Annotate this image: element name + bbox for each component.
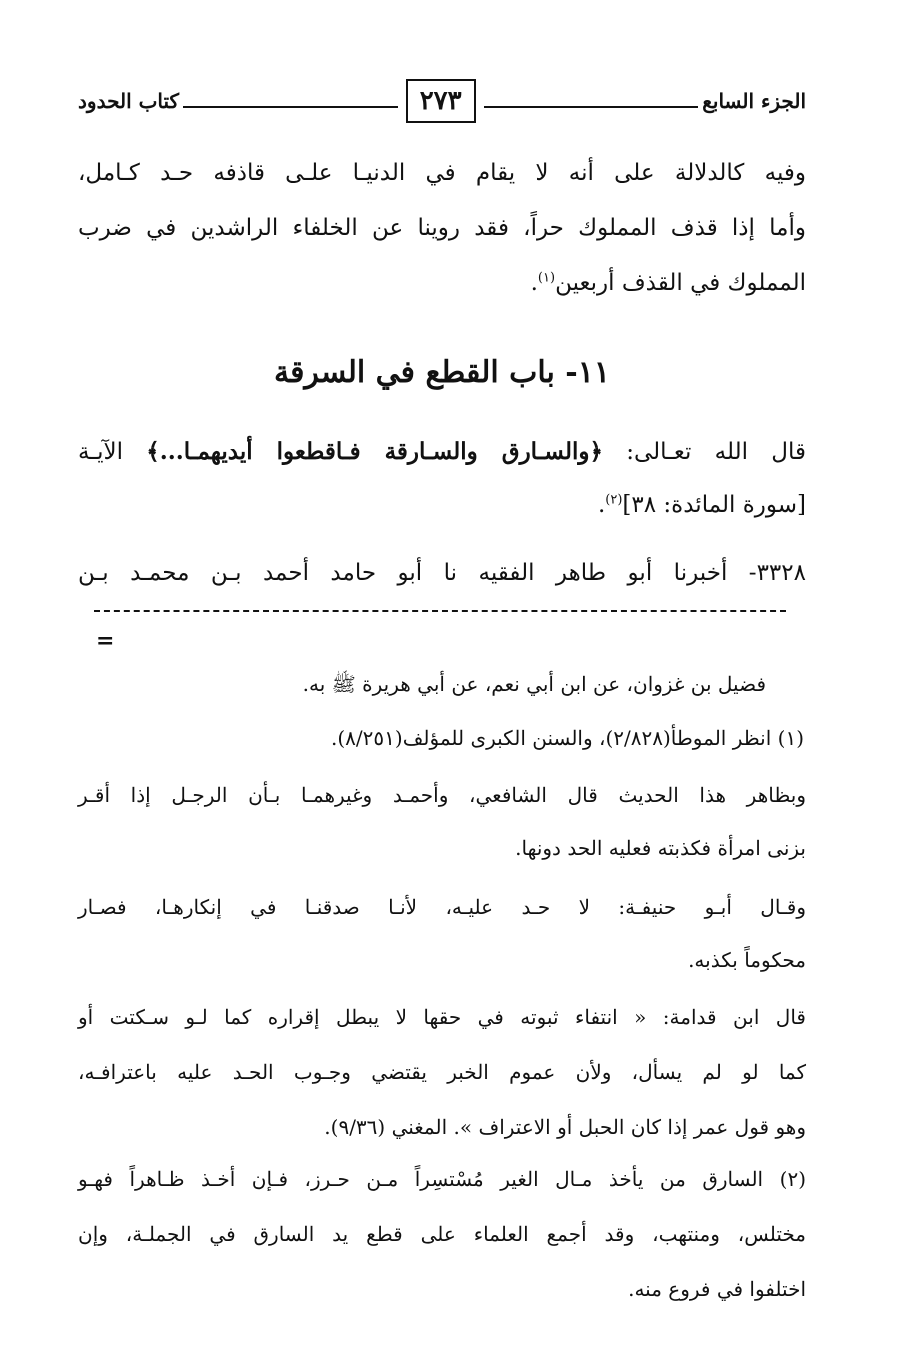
body-line-1: وفيه كالدلالة على أنه لا يقام في الدنيـا علـى قاذفه حـد كـامل، [78,160,806,186]
footnote-para4-line3: وهو قول عمر إذا كان الحبل أو الاعتراف ». المغني (٩/٣٦). [324,1115,806,1139]
chapter-heading: ١١- باب القطع في السرقة [274,355,610,390]
header-rule-right [484,106,699,108]
footnote-para3-line2: محكوماً بكذبه. [688,948,806,972]
header-part-label: الجزء السابع [702,89,806,113]
footnote-2-line1: (٢) السارق من يأخذ مـال الغير مُسْتسِراً مـن حـرز، فـإن أخـذ ظـاهراً فهـو [78,1167,806,1191]
footnote-ref-2: (٢) [605,492,623,508]
footnote-continuation: فضيل بن غزوان، عن ابن أبي نعم، عن أبي هريرة ﷺ به. [302,672,766,696]
header-book-label: كتاب الحدود [78,89,180,113]
footnote-2-line2: مختلس، ومنتهب، وقد أجمع العلماء على قطع يد السارق في الجملـة، وإن [78,1222,806,1246]
hadith-line: ٣٣٢٨- أخبرنا أبو طاهر الفقيه نا أبو حامد أحمد بـن محمـد بـن [78,560,806,586]
verse-line: قال الله تعـالى: ﴿والسـارق والسـارقة فـاقطعوا أيديهمـا...﴾ الآيـة [78,438,806,465]
continuation-mark: = [96,628,115,654]
body-line-2: وأما إذا قذف المملوك حراً، فقد روينا عن الخلفاء الراشدين في ضرب [78,215,806,241]
footnote-para3-line1: وقـال أبـو حنيفـة: لا حـد عليـه، لأنـا صدقنـا في إنكارهـا، فصـار [78,895,806,919]
footnote-separator [94,610,786,612]
surah-citation: [سورة المائدة: ٣٨]$^{(٢)}$. [597,492,806,518]
footnote-para4-line2: كما لو لم يسأل، ولأن عموم الخبر يقتضي وجـوب الحـد عليه باعترافـه، [78,1060,806,1084]
footnote-para2-line2: بزنى امرأة فكذبته فعليه الحد دونها. [515,836,806,860]
footnote-ref-1: (١) [537,270,556,286]
footnote-1: (١) انظر الموطأ(٢/٨٢٨)، والسنن الكبرى للمؤلف(٨/٢٥١). [331,726,804,750]
footnote-2-line3: اختلفوا في فروع منه. [628,1277,806,1301]
footnote-para4-line1: قال ابن قدامة: « انتفاء ثبوته في حقها لا يبطل إقراره كما لـو سـكتت أو [78,1005,806,1029]
quran-verse: ﴿والسـارق والسـارقة فـاقطعوا أيديهمـا...﴾ [146,438,603,465]
body-line-3: المملوك في القذف أربعين$^{(١)}$. [530,270,806,296]
header-rule-left [183,106,398,108]
page-number: ٢٧٣ [406,79,476,123]
running-header [78,78,806,124]
footnote-para2-line1: وبظاهر هذا الحديث قال الشافعي، وأحمـد وغيرهمـا بـأن الرجـل إذا أقـر [78,783,806,807]
